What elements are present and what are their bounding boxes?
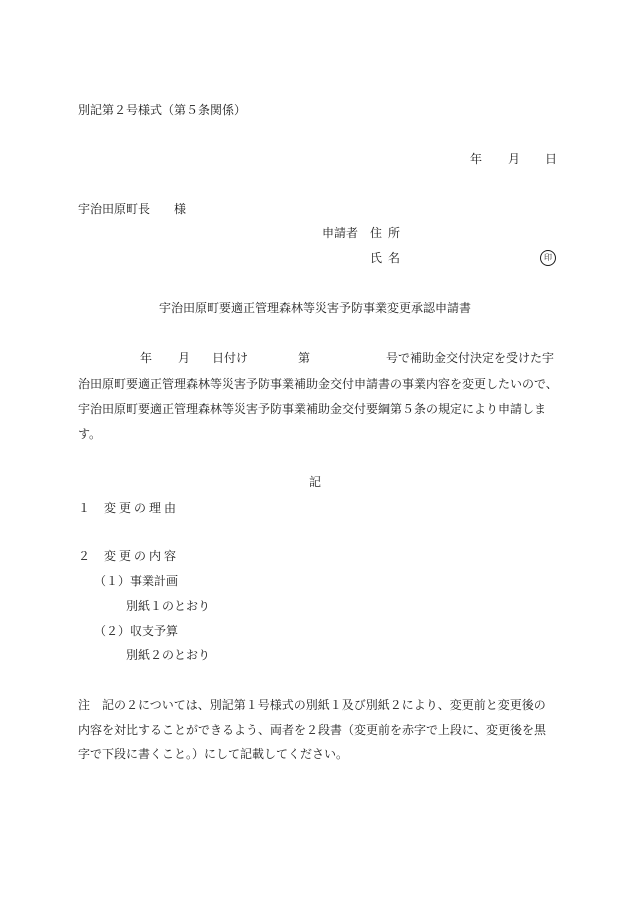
- note-line3: 字で下段に書くこと。）にして記載してください。: [78, 747, 349, 761]
- addressee-honorific: 様: [174, 202, 187, 216]
- date-month-label: 月: [508, 152, 521, 166]
- sub-item-1-detail: 別紙１のとおり: [126, 599, 211, 613]
- sub-item-2: （２）収支予算: [94, 624, 179, 638]
- body-dated-label: 日付け: [212, 351, 249, 365]
- body-line4: す。: [78, 427, 102, 441]
- name-label: 氏名: [370, 251, 407, 265]
- address-label: 住所: [370, 226, 407, 240]
- note-line2: 内容を対比することができるよう、両者を２段書（変更前を赤字で上段に、変更後を黒: [78, 723, 547, 737]
- item-2: [78, 550, 179, 562]
- body-number-prefix: 第: [298, 351, 311, 365]
- applicant-label: 申請者: [322, 226, 359, 240]
- body-line1-suffix: 号で補助金交付決定を受けた宇: [386, 351, 555, 365]
- date-year-label: 年: [470, 152, 483, 166]
- item-2-label: 変更の内容: [104, 549, 180, 563]
- item-2-number: ２: [78, 549, 91, 563]
- body-year-label: 年: [140, 351, 153, 365]
- sub-item-1: （１）事業計画: [94, 574, 179, 588]
- seal-mark: 印: [540, 250, 556, 266]
- body-month-label: 月: [178, 351, 191, 365]
- item-1-label: 変更の理由: [104, 501, 180, 515]
- body-line3: 宇治田原町要適正管理森林等災害予防事業補助金交付要綱第５条の規定により申請しま: [78, 402, 547, 416]
- item-1-number: １: [78, 501, 91, 515]
- document-title: 宇治田原町要適正管理森林等災害予防事業変更承認申請書: [158, 301, 471, 315]
- sub-item-2-detail: 別紙２のとおり: [126, 648, 211, 662]
- form-number: 別記第２号様式（第５条関係）: [78, 103, 247, 117]
- item-1: [78, 502, 179, 514]
- date-day-label: 日: [545, 152, 558, 166]
- ki-heading: 記: [308, 475, 321, 489]
- addressee-name: 宇治田原町長: [78, 202, 151, 216]
- addressee: [78, 203, 186, 215]
- note-line1: 注 記の２については、別記第１号様式の別紙１及び別紙２により、変更前と変更後の: [78, 698, 546, 712]
- body-line2: 治田原町要適正管理森林等災害予防事業補助金交付申請書の事業内容を変更したいので、: [78, 377, 558, 391]
